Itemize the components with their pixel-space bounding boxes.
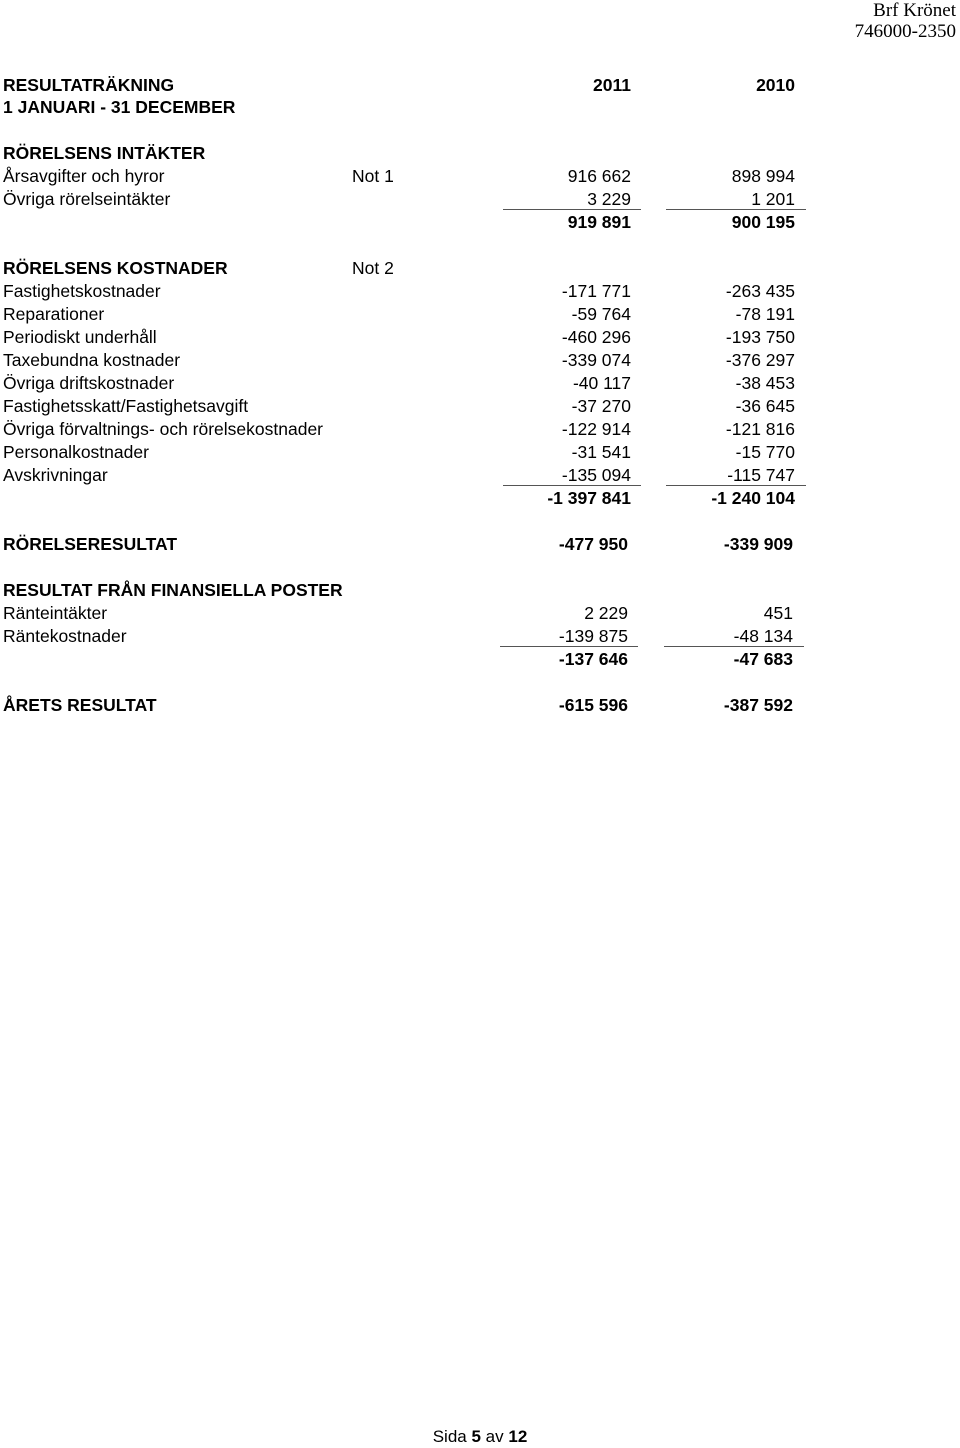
row-label: Periodiskt underhåll — [3, 327, 157, 347]
subtotal-rule — [503, 485, 641, 486]
table-row — [3, 188, 823, 210]
value-2010: 1 201 — [751, 189, 795, 209]
value-2011: -59 764 — [571, 304, 631, 324]
subtotal-rule — [503, 209, 641, 210]
row-label: Årsavgifter och hyror — [3, 166, 165, 186]
table-row — [3, 280, 823, 302]
row-label: ÅRETS RESULTAT — [3, 695, 157, 715]
subtotal-row — [3, 487, 823, 509]
organization-name: Brf Krönet — [873, 0, 956, 21]
subtotal-2010: 900 195 — [731, 212, 795, 232]
subtotal-rule — [666, 209, 806, 210]
page-footer — [0, 1426, 960, 1448]
value-2011: -339 074 — [561, 350, 631, 370]
value-2011: 3 229 — [587, 189, 631, 209]
value-2010: -48 134 — [733, 626, 793, 646]
page-total: 12 — [508, 1427, 528, 1446]
section-heading-intakter — [3, 142, 823, 164]
table-row — [3, 602, 823, 624]
value-2011: 2 229 — [584, 603, 628, 623]
value-2011: 916 662 — [567, 166, 631, 186]
section-heading-label: RÖRELSENS INTÄKTER — [3, 143, 206, 163]
table-row — [3, 303, 823, 325]
row-label: Ränteintäkter — [3, 603, 108, 623]
subtotal-2010: -47 683 — [733, 649, 793, 669]
title-row — [3, 74, 823, 96]
table-row — [3, 441, 823, 463]
net-result-row — [3, 694, 823, 716]
subtotal-row — [3, 648, 823, 670]
subtotal-rule — [666, 485, 806, 486]
value-2010: -78 191 — [735, 304, 795, 324]
page-separator: av — [485, 1427, 504, 1446]
row-label: Övriga förvaltnings- och rörelsekostnader — [3, 419, 324, 439]
statement-period: 1 JANUARI - 31 DECEMBER — [3, 97, 236, 117]
value-2011: -122 914 — [561, 419, 631, 439]
year-2010-header: 2010 — [756, 75, 795, 95]
year-2011-header: 2011 — [593, 75, 631, 95]
subtotal-2010: -1 240 104 — [711, 488, 795, 508]
value-2010: -38 453 — [735, 373, 795, 393]
value-2010: -387 592 — [723, 695, 793, 715]
table-row — [3, 395, 823, 417]
subtotal-2011: -1 397 841 — [547, 488, 631, 508]
table-row — [3, 372, 823, 394]
value-2011: -31 541 — [571, 442, 631, 462]
organization-number: 746000-2350 — [854, 21, 956, 42]
value-2011: -460 296 — [561, 327, 631, 347]
section-heading-label: RESULTAT FRÅN FINANSIELLA POSTER — [3, 580, 343, 600]
value-2010: -339 909 — [723, 534, 793, 554]
operating-result-row — [3, 533, 823, 555]
value-2010: -376 297 — [725, 350, 795, 370]
row-label: Räntekostnader — [3, 626, 127, 646]
value-2010: -15 770 — [735, 442, 795, 462]
value-2011: -37 270 — [571, 396, 631, 416]
table-row — [3, 625, 823, 647]
subtotal-rule — [664, 646, 804, 647]
subtotal-2011: -137 646 — [558, 649, 628, 669]
row-label: Fastighetskostnader — [3, 281, 161, 301]
value-2010: -193 750 — [725, 327, 795, 347]
table-row — [3, 418, 823, 440]
value-2011: -40 117 — [572, 373, 631, 393]
value-2010: -36 645 — [735, 396, 795, 416]
page-number: 5 — [471, 1427, 481, 1446]
value-2010: -121 816 — [725, 419, 795, 439]
row-label: Reparationer — [3, 304, 105, 324]
value-2011: -139 875 — [558, 626, 628, 646]
row-label: Övriga rörelseintäkter — [3, 189, 171, 209]
row-note: Not 1 — [352, 166, 394, 186]
section-heading-finansiella — [3, 579, 823, 601]
table-row — [3, 326, 823, 348]
value-2010: -263 435 — [725, 281, 795, 301]
row-label: Taxebundna kostnader — [3, 350, 181, 370]
row-label: Avskrivningar — [3, 465, 108, 485]
row-label: Övriga driftskostnader — [3, 373, 175, 393]
row-label: Fastighetsskatt/Fastighetsavgift — [3, 396, 249, 416]
statement-title: RESULTATRÄKNING — [3, 75, 175, 95]
subtotal-2011: 919 891 — [567, 212, 631, 232]
row-label: Personalkostnader — [3, 442, 149, 462]
value-2010: 451 — [763, 603, 793, 623]
value-2011: -171 771 — [561, 281, 631, 301]
value-2011: -615 596 — [558, 695, 628, 715]
subtotal-rule — [500, 646, 638, 647]
page-prefix: Sida — [432, 1427, 467, 1446]
value-2011: -135 094 — [561, 465, 631, 485]
table-row — [3, 349, 823, 371]
value-2011: -477 950 — [558, 534, 628, 554]
table-row — [3, 165, 823, 187]
row-label: RÖRELSERESULTAT — [3, 534, 178, 554]
section-heading-kostnader — [3, 257, 823, 279]
section-heading-label: RÖRELSENS KOSTNADER — [3, 258, 228, 278]
row-note: Not 2 — [352, 258, 394, 278]
table-row — [3, 464, 823, 486]
value-2010: -115 747 — [727, 465, 795, 485]
subtotal-row — [3, 211, 823, 233]
value-2010: 898 994 — [731, 166, 795, 186]
period-row — [3, 96, 823, 118]
